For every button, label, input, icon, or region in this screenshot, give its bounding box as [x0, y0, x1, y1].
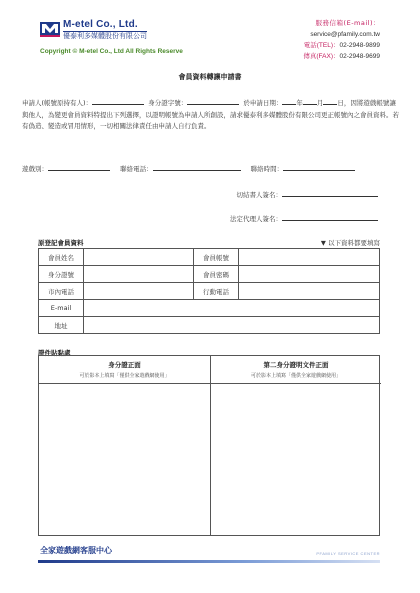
member-account-label: 會員帳號	[194, 249, 239, 266]
contact-block	[303, 18, 380, 62]
guardian-signature-label: 法定代理人簽名：	[230, 215, 282, 223]
member-data-title: 原登記會員資料	[38, 239, 84, 247]
guardian-signature-field[interactable]	[282, 213, 378, 221]
member-password-label: 會員密碼	[194, 266, 239, 283]
logo-icon	[40, 20, 60, 37]
table-row	[39, 317, 380, 334]
logo-english-name: M-etel Co., Ltd.	[63, 19, 138, 30]
id-front-area[interactable]	[39, 356, 210, 535]
second-id-area[interactable]	[210, 356, 381, 535]
month-field[interactable]	[303, 97, 317, 105]
table-row	[39, 283, 380, 300]
table-row	[39, 300, 380, 317]
member-name-label: 會員姓名	[39, 249, 84, 266]
apply-date-label: 於申請日期：	[243, 99, 283, 107]
id-front-header	[39, 356, 210, 384]
table-row	[39, 249, 380, 266]
applicant-signature-label: 切結書人簽名：	[236, 191, 282, 199]
tel-line	[303, 40, 380, 51]
footer-bar	[38, 560, 380, 563]
contact-time-field[interactable]	[283, 163, 355, 171]
email-cell[interactable]	[84, 300, 380, 317]
fill-required-note: ▼ 以下資料都要填寫	[320, 239, 380, 247]
home-phone-label: 市內電話	[39, 283, 84, 300]
logo-chinese-name: 優泰利多媒體股份有限公司	[63, 32, 147, 40]
footer	[38, 545, 380, 563]
contact-row	[22, 163, 355, 173]
table-row	[39, 266, 380, 283]
declaration-body: 因將遊戲帳號讓與他人，為變更會員資料特提出下列選擇，以證明帳號為申請人所創設，請求優泰利多媒體股份有限公司更正帳號內之會員資料。若有偽造、變造或冒用情形，一切相關法律責任由申請人自行負責。	[22, 99, 399, 130]
member-account-cell[interactable]	[239, 249, 380, 266]
game-label: 遊戲別：	[22, 165, 48, 173]
day-label: 日，	[337, 99, 351, 107]
footer-title: 全家遊戲網客服中心	[40, 546, 112, 555]
fax-label: 傳真(FAX)：	[303, 53, 340, 60]
address-cell[interactable]	[84, 317, 380, 334]
member-data-table	[38, 248, 380, 334]
second-id-title: 第二身分證明文件正面	[263, 361, 329, 369]
contact-phone-label: 聯絡電話：	[120, 165, 153, 173]
member-id-label: 身分證號	[39, 266, 84, 283]
email-label: 服務信箱(E-mail)：	[315, 19, 380, 27]
id-front-note: 可於影本上填寫「僅供全家遊戲網使用」	[79, 373, 170, 379]
email-cell-label: E-mail	[39, 300, 84, 317]
applicant-label: 申請人(帳號原持有人)：	[22, 99, 93, 107]
member-password-cell[interactable]	[239, 266, 380, 283]
guardian-signature-row	[230, 213, 378, 223]
email-address[interactable]: service@pfamily.com.tw	[310, 31, 380, 38]
applicant-signature-field[interactable]	[282, 189, 378, 197]
footer-english: PFAMILY SERVICE CENTER	[316, 551, 380, 556]
copyright-text: Copyright © M-etel Co., Ltd All Rights Reserve	[40, 48, 183, 55]
applicant-signature-row	[237, 189, 379, 199]
form-title: 會員資料轉讓申請書	[178, 73, 242, 81]
id-attach-title: 證件貼黏處	[38, 349, 71, 357]
fax-number: 02-2948-9699	[339, 53, 380, 60]
year-field[interactable]	[282, 97, 296, 105]
year-label: 年	[296, 99, 303, 107]
member-id-cell[interactable]	[84, 266, 194, 283]
member-name-cell[interactable]	[84, 249, 194, 266]
day-field[interactable]	[323, 97, 337, 105]
address-label: 地址	[39, 317, 84, 334]
contact-phone-field[interactable]	[153, 163, 241, 171]
mobile-phone-label: 行動電話	[194, 283, 239, 300]
home-phone-cell[interactable]	[84, 283, 194, 300]
declaration-paragraph	[22, 97, 402, 133]
id-number-field[interactable]	[187, 97, 239, 105]
company-logo	[40, 20, 147, 40]
second-id-header	[211, 356, 381, 384]
mobile-phone-cell[interactable]	[239, 283, 380, 300]
id-front-title: 身分證正面	[108, 361, 141, 369]
contact-time-label: 聯絡時間：	[250, 165, 284, 173]
id-attach-box	[38, 355, 380, 536]
second-id-note: 可於影本上填寫「僅供全家遊戲網使用」	[250, 373, 341, 379]
applicant-name-field[interactable]	[92, 97, 144, 105]
tel-number: 02-2948-9899	[339, 42, 380, 49]
id-number-label: 身分證字號：	[148, 99, 188, 107]
fax-line	[303, 51, 380, 62]
tel-label: 電話(TEL)：	[303, 42, 340, 49]
month-label: 月	[316, 99, 324, 107]
game-field[interactable]	[48, 163, 110, 171]
